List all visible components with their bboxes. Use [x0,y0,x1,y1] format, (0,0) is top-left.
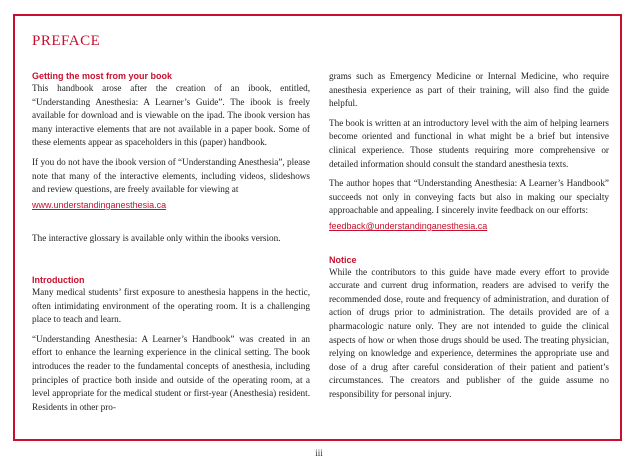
website-link[interactable]: www.understandinganesthesia.ca [32,199,167,210]
paragraph: The author hopes that “Understanding Anesthesia: A Learner’s Handbook” succeeds not only in conveying facts but also in making our specialty approachable and appealing. I sincerely invite feedback on our efforts: [329,178,609,216]
spacer [32,218,310,232]
feedback-email-link[interactable]: feedback@understandinganesthesia.ca [329,220,488,231]
paragraph: This handbook arose after the creation of an ibook, entitled, “Understanding Anesthesia: A Learner’s Guide”. The ibook is freely available for download and is viewable on the ipad. The ibook version has many interactive elements that are not available in a paper book. Some of these elements appear as spaceholders in this (paper) handbook. [32,83,310,148]
page-number: iii [315,448,323,458]
paragraph: If you do not have the ibook version of “Understanding Anesthesia”, please note that many of the interactive elements, including videos, slideshows and review questions, are freely available for viewing at [32,156,310,195]
section-heading-notice: Notice [329,254,357,265]
paragraph: “Understanding Anesthesia: A Learner’s Handbook” was created in an effort to enhance the learning experience in the clinical setting. The book introduces the reader to the fundamental concepts of anesthesia, including principles of practice both inside and outside of the operating room, at a level appropriate for the medical student or first-year (Anesthesia) resident. Residents in other pro- [32,333,310,412]
section-heading-introduction: Introduction [32,274,85,285]
paragraph: The book is written at an introductory level with the aim of helping learners become oriented and functional in what might be a brief but intensive clinical experience. Those students requiring more comprehensive or detailed information should consult the standard anesthesia texts. [329,117,609,169]
page-title: PREFACE [32,33,101,49]
paragraph: The interactive glossary is available only within the ibooks version. [32,233,281,244]
paragraph: grams such as Emergency Medicine or Internal Medicine, who require anesthesia experience as part of their training, will also find the guide helpful. [329,71,609,109]
spacer [329,240,609,254]
left-column [32,70,310,420]
right-column [329,70,609,407]
section-heading-getting-most: Getting the most from your book [32,71,173,81]
paragraph: Many medical students’ first exposure to anesthesia happens in the hectic, often intimidating environment of the operating room. It is a challenging place to teach and learn. [32,286,310,325]
spacer [32,252,310,274]
paragraph: While the contributors to this guide have made every effort to provide accurate and current drug information, readers are advised to verify the recommended dose, route and frequency of administration, and duration of action of drugs prior to administration. The details provided are of a pharmacologic nature only. They are not intended to guide the clinical aspects of how or when those drugs should be used. The treating physician, relying on knowledge and experience, determines the appropriate use and dose of a drug after careful consideration of their patient and patient’s circumstances. The creators and publisher of the guide assume no responsibility for personal injury. [329,266,609,399]
